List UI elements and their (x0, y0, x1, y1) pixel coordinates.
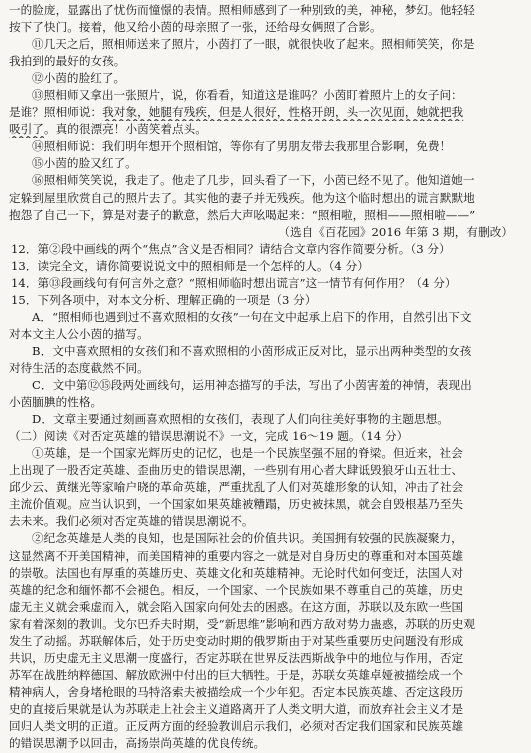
story-paragraph-16-line-3: 抱怨了自己一下，算是对妻子的歉意，然后大声吆喝起来：“照相啦，照相——照相啦——” (9, 207, 476, 222)
essay-paragraph-2-line-3: 的崇敬。法国也有厚重的英雄历史、英雄文化和英雄精神。无论时代如何变迁，法国人对 (9, 565, 464, 580)
option-d: D．文章主要通过刻画喜欢照相的女孩们，表现了人们向往美好事物的主题思想。 (32, 412, 449, 427)
story-paragraph-10-line-1: 一的脸庞，显露出了忧伤而憧憬的表情。照相师感到了一种别致的美，神秘，梦幻。他轻轻 (9, 3, 475, 17)
option-c-line-1: C．文中第⑫⑮段两处画线句，运用神态描写的手法，写出了小茵害羞的神情，表现出 (32, 378, 472, 393)
question-15: 15．下列各项中，对本文分析、理解正确的一项是（3 分） (11, 292, 317, 307)
paragraph-13-text-end: 。真的很漂亮！小茵笑着点头。 (43, 122, 207, 137)
story-paragraph-13-line-3 (9, 121, 519, 138)
essay-paragraph-2-line-12: 回归人类文明的正道。正反两方面的经验教训启示我们，必须对否定我们国家和民族英雄 (9, 718, 464, 733)
essay-paragraph-2-line-11: 史的直接后果就是认为苏联走上社会主义道路离开了人类文明大道，而放弃社会主义才是 (9, 701, 464, 716)
essay-paragraph-2-line-5: 虚无主义就会乘虚而入，就会陷入国家向何处去的困惑。在这方面，苏联以及东欧一些国 (9, 599, 464, 614)
question-13: 13．读完全文，请你简要说说文中的照相师是一个怎样的人。（4 分） (11, 258, 369, 273)
story-paragraph-14: ⑭照相师说：我们明年想开个照相馆，等你有了男朋友带去我那里合影啊，免费！ (32, 139, 452, 154)
option-b-line-2: 对待生活的态度截然不同。 (9, 360, 149, 375)
story-paragraph-13-line-1: ⑬照相师又拿出一张照片，说，你看看，知道这是谁吗？小茵盯着照片上的女子问： (32, 88, 463, 103)
option-a-line-1: A．“照相师也遇到过不喜欢照相的女孩”一句在文中起承上启下的作用，自然引出下文 (32, 309, 472, 324)
essay-paragraph-2-line-13: 的错误思潮予以回击，高扬崇尚英雄的优良传统。 (9, 736, 266, 751)
option-c-line-2: 小茵腼腆的性格。 (9, 395, 103, 410)
story-paragraph-12: ⑫小茵的脸红了。 (32, 71, 126, 86)
essay-paragraph-1-line-4: 主流价值观。应当认识到，一个国家如果英雄被糟蹋，历史被抹黑，就会自毁根基乃至失 (9, 497, 464, 512)
essay-paragraph-2-line-6: 家有着深刻的教训。戈尔巴乔夫时期，受“新思维”影响和西方敌对势力蛊惑，苏联的历史观 (9, 616, 476, 631)
essay-paragraph-1-line-3: 邱少云、黄继光等家喻户晓的革命英雄，严重扰乱了人们对英雄形象的认知，冲击了社会 (9, 480, 464, 495)
essay-paragraph-2-line-2: 这显然离不开美国精神，而美国精神的重要内容之一就是对自身历史的尊重和对本国英雄 (9, 548, 464, 563)
essay-paragraph-2-line-7: 发生了动摇。苏联解体后，处于历史变动时期的俄罗斯由于对某些重要历史问题没有形成 (9, 633, 464, 648)
story-paragraph-11-line-1: ⑪几天之后，照相师送来了照片，小茵打了一眼，就很快收了起来。照相师笑笑，你是 (32, 37, 475, 52)
essay-paragraph-2-line-8: 共识，历史虚无主义思潮一度盛行，否定苏联在世界反法西斯战争中的地位与作用，否定 (9, 650, 464, 665)
option-a-line-2: 对本文主人公小茵的描写。 (9, 326, 149, 341)
question-12: 12．第②段中画线的两个“焦点”含义是否相同？请结合文章内容作简要分析。（3 分） (11, 241, 451, 256)
paragraph-13-text: 是谁？照相师说： (9, 105, 103, 120)
story-paragraph-15: ⑮小茵的脸又红了。 (32, 156, 137, 171)
essay-paragraph-1-line-5: 去未来。我们必须对否定英雄的错误思潮说不。 (9, 514, 254, 529)
option-b-line-1: B．文中喜欢照相的女孩们和不喜欢照相的小茵形成正反对比，显示出两种类型的女孩 (32, 343, 472, 358)
story-paragraph-11-line-2: 我拍到的最好的女孩。 (9, 54, 126, 69)
essay-paragraph-2-line-9: 苏军在战胜纳粹德国、解放欧洲中付出的巨大牺牲。于是，苏联女英雄卓娅被描绘成一个 (9, 667, 464, 682)
essay-paragraph-1-line-1: ①英雄，是一个国家光辉历史的记忆，也是一个民族坚强不屈的脊梁。但近来，社会 (32, 446, 463, 461)
paragraph-13-underlined-sentence-end: 吸引了 (9, 122, 44, 137)
story-paragraph-16-line-2: 定躲到屋里欣赏自己的照片去了。其实他的妻子并无残疾。他为这个临时想出的谎言默默地 (9, 190, 475, 205)
question-14: 14．第⑬段画线句有何言外之意？“照相师临时想出谎言”这一情节有何作用？（4 分） (11, 275, 457, 290)
essay-paragraph-2-line-10: 精神病人，舍身堵枪眼的马特洛索夫被描绘成一个少年犯。否定本民族英雄、否定这段历 (9, 684, 464, 699)
story-paragraph-10-line-2: 按下了快门。接着，他又给小茵的母亲照了一张，还给母女俩照了合影。 (9, 20, 382, 35)
story-paragraph-13-line-2 (9, 104, 519, 121)
story-paragraph-16-line-1: ⑯照相师笑笑说，我走了。他走了几步，回头看了一下，小茵已经不见了。他知道她一 (32, 173, 475, 188)
essay-paragraph-1-line-2: 上出现了一股否定英雄、歪曲历史的错误思潮，一些别有用心者大肆诋毁狼牙山五壮士、 (9, 463, 464, 478)
essay-paragraph-2-line-1: ②纪念英雄是人类的良知，也是国际社会的价值共识。美国拥有较强的民族凝聚力， (32, 531, 463, 546)
essay-paragraph-2-line-4: 英雄的纪念和缅怀都不会褪色。相反，一个国家、一个民族如果不尊重自己的英雄，历史 (9, 582, 464, 597)
story-source: （选自《百花园》2016 年第 3 期，有删改） (278, 224, 513, 239)
paragraph-13-underlined-sentence: 我对象，她腿有残疾，但是人很好，性格开朗，头一次见面，她就把我 (102, 105, 464, 120)
section-2-heading: （二）阅读《对否定英雄的错误思潮说不》一文，完成 16～19 题。（14 分） (9, 429, 409, 444)
